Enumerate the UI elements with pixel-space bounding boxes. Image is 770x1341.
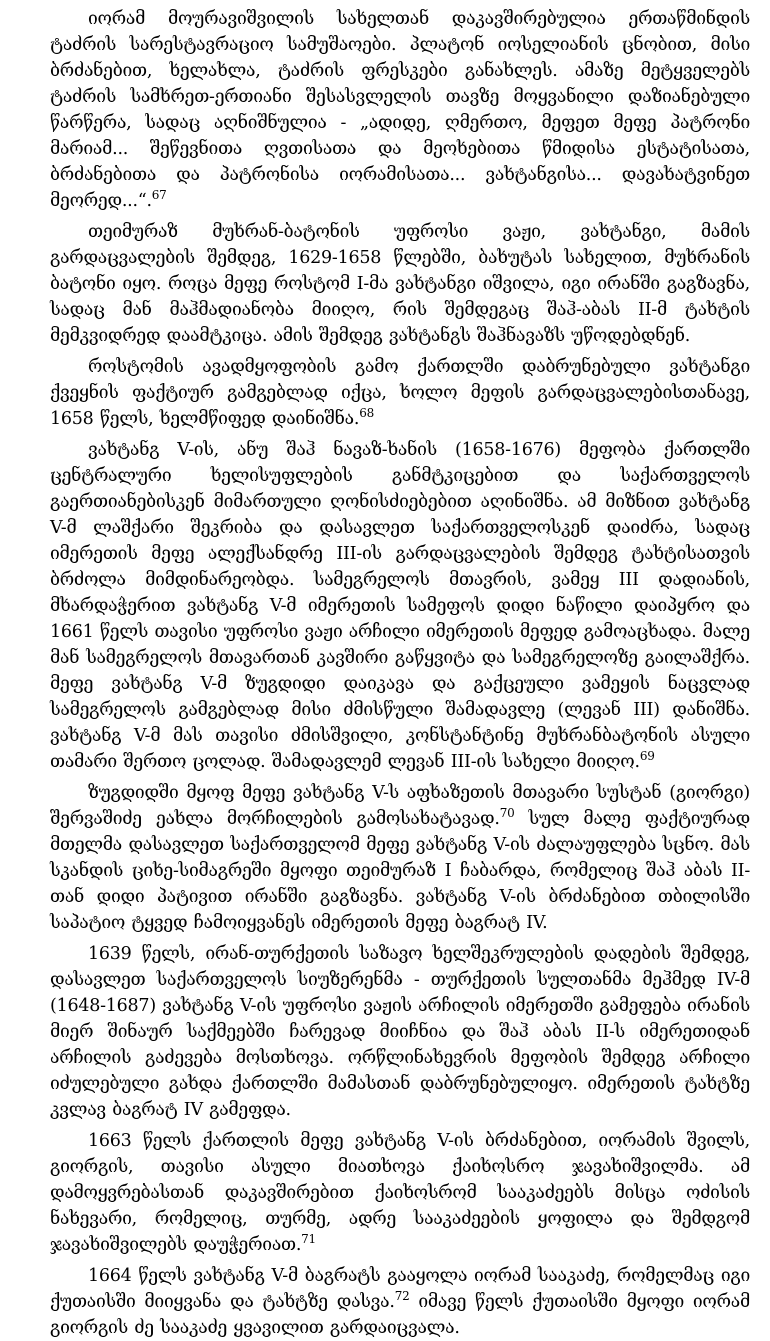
footnote-marker-67[interactable]: 67 [151,188,167,203]
paragraph-2 [50,219,750,349]
paragraph-6 [50,941,750,1123]
paragraph-4 [50,437,750,775]
paragraph-text: ვახტანგ V-ის, ანუ შაჰ ნავაზ-ხანის (1658-1676) მეფობა ქართლში ცენტრალური ხელისუფლების განმტკიცებით და საქართველოს გაერთიანებისკენ მიმართული ღონისძიებებით აღინიშნა. ამ მიზნით ვახტანგ V-მ ლაშქარი შეკრიბა და დასავლეთ საქართველოსკენ დაიძრა, სადაც იმერეთის მეფე ალექსანდრე III-ის გარდაცვალების შემდეგ ტახტისათვის ბრძოლა მიმდინარეობდა. სამეგრელოს მთავრის, ვამეყ III დადიანის, მხარდაჭერით ვახტანგ V-მ იმერეთის სამეფოს დიდი ნაწილი დაიპყრო და 1661 წელს თავისი უფროსი ვაჟი არჩილი იმერეთის მეფედ გამოაცხადა. მალე მან სამეგრელოს მთავართან კავშირი გაწყვიტა და სამეგრელოზე გაილაშქრა. მეფე ვახტანგ V-მ ზუგდიდი დაიკავა და გაქცეული ვამეყის ნაცვლად სამეგრელოს გამგებლად მისი ძმისწული შამადავლე (ლევან III) დანიშნა. ვახტანგ V-მ მას თავისი ძმისშვილი, კონსტანტინე მუხრანბატონის ასული თამარი შერთო ცოლად. შამადავლემ ლევან III-ის სახელი მიიღო. [50,440,750,772]
paragraph-text: 1664 წელს ვახტანგ V-მ ბაგრატს გააყოლა იორამ სააკაძე, რომელმაც იგი ქუთაისში მიიყვანა და ტახტზე დასვა. [50,1266,750,1312]
paragraph-8 [50,1263,750,1341]
paragraph-text: ზუგდიდში მყოფ მეფე ვახტანგ V-ს აფხაზეთის მთავარი სუსტან (გიორგი) შერვაშიძე ეახლა მორჩილების გამოსახატავად. [50,783,750,829]
footnote-marker-69[interactable]: 69 [639,749,655,764]
footnote-marker-68[interactable]: 68 [359,406,374,421]
paragraph-text: როსტომის ავადმყოფობის გამო ქართლში დაბრუნებული ვახტანგი ქვეყნის ფაქტიურ გამგებლად იქცა, ხოლო მეფის გარდაცვალებისთანავე, 1658 წელს, ხელმწიფედ დაინიშნა. [50,357,750,429]
paragraph-text-continued: სულ მალე ფაქტიურად მთელმა დასავლეთ საქართველომ მეფე ვახტანგ V-ის ძალაუფლება სცნო. მას სკანდის ციხე-სიმაგრეში მყოფი თეიმურაზ I ჩაბარდა, რომელიც შაჰ აბას II-თან დიდი პატივით ირანში გაგზავნა. ვახტანგ V-ის ბრძანებით თბილისში საპატიო ტყვედ ჩამოიყვანეს იმერეთის მეფე ბაგრატ IV. [50,809,750,933]
paragraph-1 [50,6,750,214]
footnote-marker-72[interactable]: 72 [394,1289,410,1304]
paragraph-7 [50,1128,750,1258]
document-page [50,6,750,1338]
paragraph-5 [50,780,750,936]
paragraph-text: იორამ მოურავიშვილის სახელთან დაკავშირებულია ერთაწმინდის ტაძრის სარესტავრაციო სამუშაოები. პლატონ იოსელიანის ცნობით, მისი ბრძანებით, ხელახლა, ტაძრის ფრესკები განახლეს. ამაზე მეტყველებს ტაძრის სამხრეთ-ერთიანი შესასვლელის თავზე მოყვანილი დაზიანებული წარწერა, სადაც აღნიშნულია - „ადიდე, ღმერთო, მეფეთ მეფე პატრონი მარიამ... შეწევნითა ღვთისათა და მეოხებითა წმიდისა ესტატისათა, ბრძანებითა და პატრონისა იორამისათა... ვახტანგისა... დავახატვინეთ მეორედ...“. [50,9,750,211]
paragraph-text: თეიმურაზ მუხრან-ბატონის უფროსი ვაჟი, ვახტანგი, მამის გარდაცვალების შემდეგ, 1629-1658 წლებში, ბახუტას სახელით, მუხრანის ბატონი იყო. როცა მეფე როსტომ I-მა ვახტანგი იშვილა, იგი ირანში გაგზავნა, სადაც მან მაჰმადიანობა მიიღო, რის შემდეგაც შაჰ-აბას II-მ ტახტის მემკვიდრედ დაამტკიცა. ამის შემდეგ ვახტანგს შაჰნავაზს უწოდებდნენ. [50,222,750,346]
paragraph-text: 1639 წელს, ირან-თურქეთის საზავო ხელშეკრულების დადების შემდეგ, დასავლეთ საქართველოს სიუზერენმა - თურქეთის სულთანმა მეჰმედ IV-მ (1648-1687) ვახტანგ V-ის უფროსი ვაჟის არჩილის იმერეთში გამეფება ირანის მიერ შინაურ საქმეებში ჩარევად მიიჩნია და შაჰ აბას II-ს იმერეთიდან არჩილის გაძევება მოსთხოვა. ორწლინახევრის მეფობის შემდეგ არჩილი იძულებული გახდა ქართლში მამასთან დაბრუნებულიყო. იმერეთის ტახტზე კვლავ ბაგრატ IV გამეფდა. [50,944,750,1120]
paragraph-text-continued: იმავე წელს ქუთაისში მყოფი იორამ გიორგის ძე სააკაძე ყვავილით გარდაიცვალა. [50,1292,750,1338]
paragraph-3 [50,354,750,432]
footnote-marker-71[interactable]: 71 [301,1232,316,1247]
footnote-marker-70[interactable]: 70 [499,806,515,821]
paragraph-text: 1663 წელს ქართლის მეფე ვახტანგ V-ის ბრძანებით, იორამის შვილს, გიორგის, თავისი ასული მიათხოვა ქაიხოსრო ჯავახიშვილმა. ამ დამოყვრებასთან დაკავშირებით ქაიხოსრომ სააკაძეებს მისცა ოძისის ნახევარი, რომელიც, თურმე, ადრე სააკაძეების ყოფილა და შემდგომ ჯავახიშვილებს დაუჭერიათ. [50,1131,750,1255]
